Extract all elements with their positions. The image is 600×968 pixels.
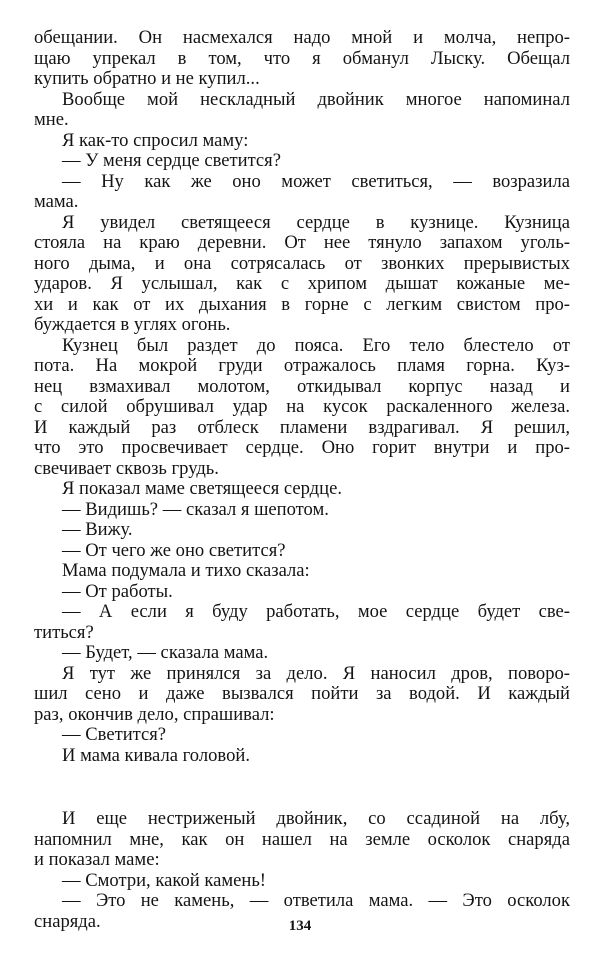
text-line: ного дыма, и она сотрясалась от звонких прерывистых — [34, 252, 570, 274]
text-line: — А если я буду работать, мое сердце будет све- — [62, 601, 570, 622]
text-line: ударов. Я услышал, как с хрипом дышат кожаные ме- — [34, 273, 570, 294]
text-line: И мама кивала головой. — [62, 744, 250, 766]
text-line: нец взмахивал молотом, откидывал корпус назад и — [34, 375, 570, 397]
text-line: — Светится? — [62, 724, 167, 745]
text-block-main — [34, 28, 570, 766]
section-gap — [34, 766, 570, 809]
page-number: 134 — [288, 918, 312, 934]
text-line: и показал маме: — [34, 849, 160, 870]
text-line: пота. На мокрой груди отражалось пламя горна. Куз- — [34, 355, 570, 376]
text-line: шил сено и даже вызвался пойти за водой. И каждый — [34, 683, 570, 704]
text-line: Я увидел светящееся сердце в кузнице. Кузница — [62, 211, 570, 233]
text-line: Я показал маме светящееся сердце. — [62, 478, 342, 499]
text-line: хи и как от их дыхания в горне с легким свистом про- — [34, 293, 570, 315]
text-line: мне. — [34, 109, 69, 130]
text-line: — Вижу. — [62, 519, 133, 540]
text-line: — Ну как же оно может светиться, — возразила — [62, 170, 570, 192]
text-line: мама. — [34, 191, 79, 212]
text-line: Я тут же принялся за дело. Я наносил дров, поворо- — [62, 662, 570, 684]
text-line: раз, окончив дело, спрашивал: — [34, 703, 275, 725]
text-line: — От чего же оно светится? — [62, 539, 286, 561]
text-line: буждается в углях огонь. — [34, 314, 231, 335]
text-line: купить обратно и не купил... — [34, 68, 260, 89]
text-line: — Видишь? — сказал я шепотом. — [62, 498, 329, 520]
text-line: напомнил мне, как он нашел на земле осколок снаряда — [34, 828, 570, 850]
text-line: Кузнец был раздет до пояса. Его тело блестело от — [62, 334, 570, 356]
text-line: обещании. Он насмехался надо мной и молча, непро- — [34, 27, 570, 48]
body-text — [34, 28, 570, 932]
text-line: Вообще мой нескладный двойник многое напоминал — [62, 88, 570, 110]
text-line: свечивает сквозь грудь. — [34, 457, 219, 479]
text-line: — От работы. — [62, 580, 173, 602]
text-line: с силой обрушивал удар на кусок раскаленного железа. — [34, 396, 570, 417]
text-line: И еще нестриженый двойник, со ссадиной на лбу, — [62, 808, 570, 829]
text-line: Я как-то спросил маму: — [62, 129, 249, 151]
text-line: стояла на краю деревни. От нее тянуло запахом уголь- — [34, 232, 570, 253]
text-line: — Это не камень, — ответила мама. — Это осколок — [62, 890, 570, 911]
text-line: снаряда. — [34, 910, 101, 932]
text-line: титься? — [34, 621, 94, 643]
text-line: — У меня сердце светится? — [62, 150, 281, 171]
text-line: — Смотри, какой камень! — [62, 869, 266, 891]
text-line: — Будет, — сказала мама. — [62, 642, 269, 663]
text-block-second — [34, 809, 570, 932]
text-line: И каждый раз отблеск пламени вздрагивал. Я решил, — [34, 416, 570, 438]
text-line: что это просвечивает сердце. Оно горит внутри и про- — [34, 437, 570, 458]
text-line: щаю упрекал в том, что я обманул Лыску. Обещал — [34, 47, 570, 69]
text-line: Мама подумала и тихо сказала: — [62, 560, 310, 581]
